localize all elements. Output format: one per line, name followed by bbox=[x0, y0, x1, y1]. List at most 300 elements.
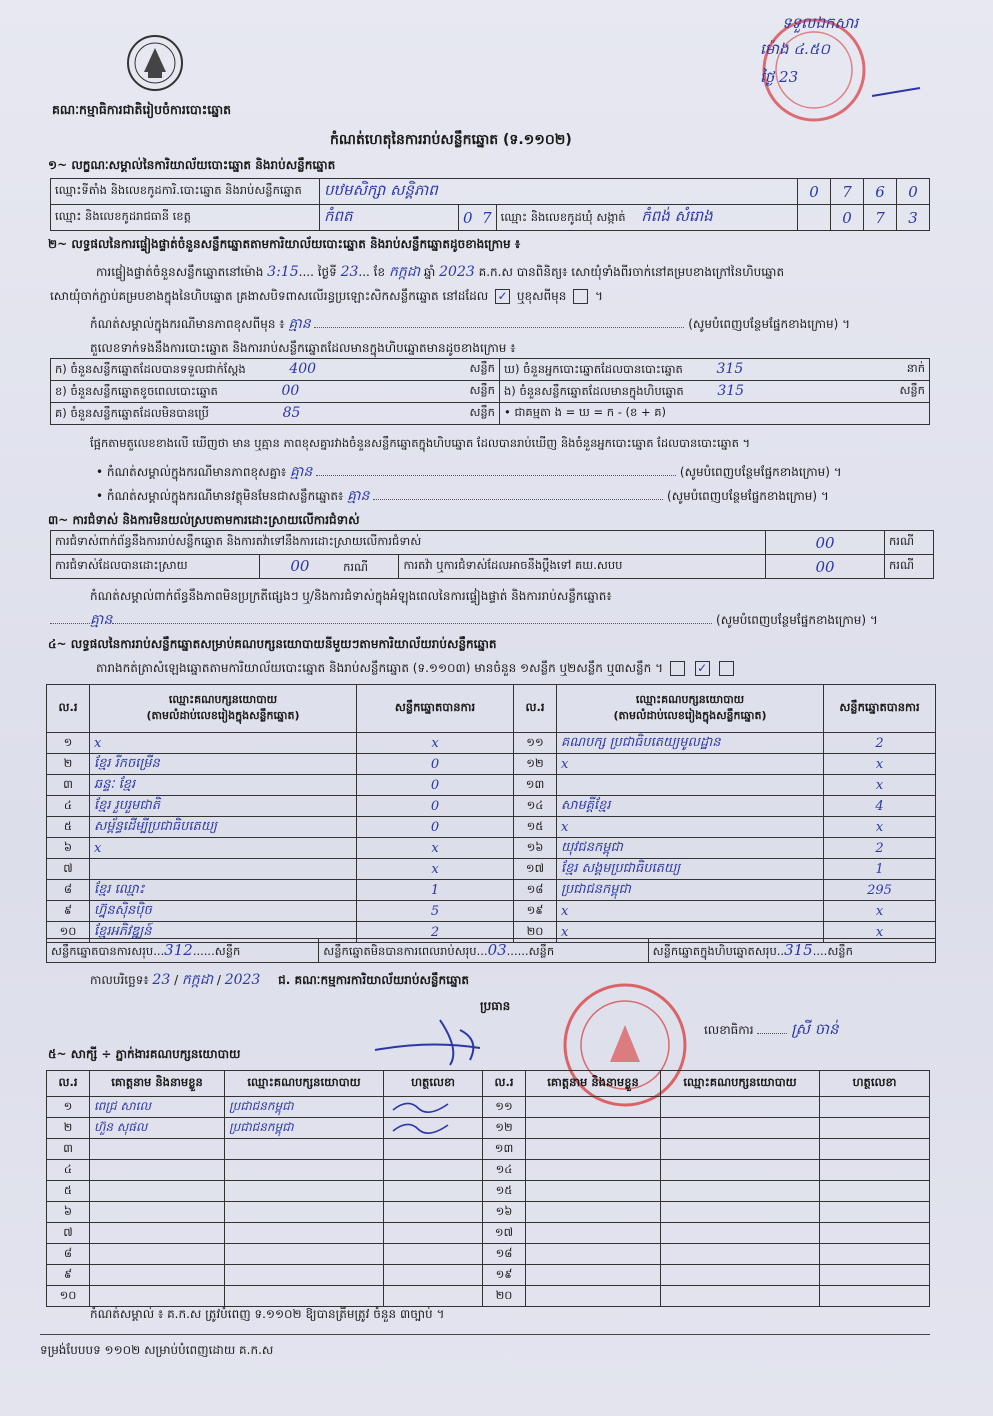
sec2-a-unit: សន្លឹក bbox=[469, 360, 495, 375]
sec2-note1-hint: (សូមបំពេញបន្ថែមផ្នែកខាងក្រោម) ។ bbox=[688, 317, 851, 331]
result-party: ខ្មែរ រីកចម្រើន bbox=[90, 754, 357, 775]
col-no-left: ល.រ bbox=[47, 685, 90, 733]
sec2-note3-dots bbox=[373, 499, 663, 500]
sec4-intro-text: តារាងកត់ត្រាសំឡេងឆ្នោតតាមការិយាល័យបោះឆ្នោត និងរាប់សន្លឹកឆ្នោត (ទ.១១០៣) មានចំនួន ១សន្លឹក ឬ២សន្លឹក ឬ៣សន្លឹក ។ bbox=[96, 661, 663, 675]
result-no: ៨ bbox=[47, 880, 90, 901]
witness-signature[interactable] bbox=[384, 1118, 483, 1139]
witness-name bbox=[526, 1160, 661, 1181]
sec2-note1 bbox=[90, 314, 850, 335]
secretary-dots bbox=[757, 1033, 787, 1034]
witness-no: ១៣ bbox=[483, 1139, 526, 1160]
witness-signature[interactable] bbox=[820, 1202, 930, 1223]
total-valid-unit: សន្លឹក bbox=[214, 943, 241, 958]
result-votes: 0 bbox=[357, 775, 514, 796]
col-votes-left: សន្លឹកឆ្នោតបានការ bbox=[357, 685, 514, 733]
different-checkbox[interactable] bbox=[573, 289, 588, 304]
result-votes: 4 bbox=[824, 796, 936, 817]
signature-scribble bbox=[388, 1119, 458, 1135]
table-row bbox=[47, 1202, 930, 1223]
sec1-r1-value: បឋមសិក្សា សន្តិភាព bbox=[320, 179, 798, 205]
table-row bbox=[47, 838, 936, 859]
witness-table bbox=[46, 1070, 930, 1307]
sec1-r2-code2-0: 0 bbox=[831, 205, 864, 231]
sec2-heading: ២~ លទ្ធផលនៃការផ្ទៀងផ្ទាត់ចំនួនសន្លឹកឆ្នោតតាមការិយាល័យបោះឆ្នោត និងរាប់សន្លឹកឆ្នោតដូចខាងក្រោម ៖ bbox=[48, 237, 521, 251]
witness-party bbox=[661, 1223, 820, 1244]
secretary-line bbox=[704, 1020, 839, 1042]
table-row bbox=[47, 880, 936, 901]
witness-no: ១៦ bbox=[483, 1202, 526, 1223]
sec3-r1-case: ករណី bbox=[885, 531, 934, 555]
witness-party: ប្រជាជនកម្ពុជា bbox=[225, 1097, 384, 1118]
sec4-intro bbox=[96, 660, 737, 678]
sec2-results-intro: តួលេខទាក់ទងនឹងការបោះឆ្នោត និងការរាប់សន្លឹកឆ្នោតដែលមានក្នុងហិបឆ្នោតមានដូចខាងក្រោម ៖ bbox=[90, 341, 516, 355]
sec2-c-value: 85 bbox=[282, 404, 301, 421]
witness-signature[interactable] bbox=[384, 1202, 483, 1223]
witness-body bbox=[47, 1097, 930, 1307]
sec1-r2-pad bbox=[798, 205, 831, 231]
sec2-intro-line2-text: សោយុំចាក់ភ្ជាប់គម្របខាងក្នុងនៃហិបឆ្នោត គ្រងាសបិទពាសលើរន្ធប្រឡោះសិកសន្លឹកឆ្នោត នៅដដែល bbox=[50, 289, 489, 303]
sec3-note-value: គ្មាន bbox=[90, 612, 113, 628]
date-day: 23 bbox=[152, 972, 171, 988]
witness-name bbox=[90, 1265, 225, 1286]
witness-name bbox=[526, 1202, 661, 1223]
w-col-sign-right: ហត្ថលេខា bbox=[820, 1071, 930, 1097]
sec2-intro-line1: ការផ្ទៀងផ្ទាត់ចំនួនសន្លឹកឆ្នោតនៅម៉ោង 3:15.... ថ្ងៃទី 23... ខែ កក្កដា ឆ្នាំ 2023 គ.ក.ស បានពិនិត្យ៖ សោយុំទាំងពីរចាក់នៅគម្របខាងក្រៅនៃហិបឆ្នោត bbox=[96, 264, 785, 280]
sec1-r2-value2: កំពង់ សំរោង bbox=[641, 206, 713, 225]
witness-no: ២ bbox=[47, 1118, 90, 1139]
sec3-r2-value2: 00 bbox=[766, 555, 885, 579]
result-no: ១០ bbox=[47, 922, 90, 943]
witness-party bbox=[225, 1139, 384, 1160]
sec2-intro-b: ថ្ងៃទី bbox=[317, 265, 337, 279]
sec2-note1-label: កំណត់សម្គាល់ក្នុងករណីមានភាពខុសពីមុន ៖ bbox=[90, 317, 285, 331]
result-party: ខ្មែរ ឈ្មោះ bbox=[90, 880, 357, 901]
result-votes: 2 bbox=[357, 922, 514, 943]
sec2-intro-c: ខែ bbox=[373, 265, 386, 279]
sec2-formula-text: ជាគម្មតា ង = ឃ = ក - (ខ + គ) bbox=[514, 405, 667, 419]
sec1-r2-code0: 0 bbox=[463, 208, 473, 227]
result-party: សាមគ្គីខ្មែរ bbox=[557, 796, 824, 817]
secretary-signature: ស្រី ចាន់ bbox=[791, 1020, 839, 1038]
witness-party bbox=[661, 1265, 820, 1286]
sec2-e-value: 315 bbox=[717, 382, 745, 399]
sec2-a-value: 400 bbox=[289, 360, 317, 377]
sec2-note2-value: គ្មាន bbox=[290, 464, 313, 480]
sec1-r2-code bbox=[459, 205, 497, 231]
result-no: ៧ bbox=[47, 859, 90, 880]
sec2-note2-label: • កំណត់សម្គាល់ក្នុងករណីមានភាពខុសគ្នា៖ bbox=[96, 465, 287, 479]
witness-signature[interactable] bbox=[384, 1244, 483, 1265]
sec5-footnote: កំណត់សម្គាល់ ៖ គ.ក.ស ត្រូវបំពេញ ទ.១១០២ ឱ្យបានត្រឹមត្រូវ ចំនួន ៣ច្បាប់ ។ bbox=[90, 1307, 445, 1321]
sec2-row-c bbox=[51, 403, 500, 425]
sec2-compare-text: ផ្អែកតាមតួលេខខាងលើ ឃើញថា មាន ឬគ្មាន ភាពខុសគ្នារវាងចំនួនសន្លឹកឆ្នោតក្នុងហិបឆ្នោត ដែលបានរាប់ឃើញ និងចំនួនអ្នកបោះឆ្នោត ដែលបានបោះឆ្នោត ។ bbox=[90, 436, 751, 450]
witness-party bbox=[661, 1139, 820, 1160]
result-votes: 1 bbox=[357, 880, 514, 901]
witness-party bbox=[661, 1202, 820, 1223]
table-row bbox=[47, 796, 936, 817]
sec2-intro-a: ការផ្ទៀងផ្ទាត់ចំនួនសន្លឹកឆ្នោតនៅម៉ោង bbox=[96, 265, 264, 279]
sec2-note3-label: • កំណត់សម្គាល់ក្នុងករណីមានវត្ថុមិនមែនជាសន្លឹកឆ្នោត៖ bbox=[96, 489, 344, 503]
result-party: ហ្វ៊ុនស៊ិនប៉ិច bbox=[90, 901, 357, 922]
sec3-note-label: កំណត់សម្គាល់ពាក់ព័ន្ធនឹងភាពមិនប្រក្រតីផ្សេងៗ ឬ/និងការជំទាស់ក្នុងអំឡុងពេលនៃការផ្ទៀងផ្ទាត់ និងការរាប់សន្លឹកឆ្នោត៖ bbox=[90, 589, 612, 603]
witness-party bbox=[661, 1181, 820, 1202]
result-party bbox=[557, 775, 824, 796]
witness-party bbox=[225, 1244, 384, 1265]
witness-name bbox=[526, 1097, 661, 1118]
sec2-note1-dots bbox=[314, 327, 684, 328]
witness-name bbox=[90, 1223, 225, 1244]
sec1-heading: ១~ លក្ខណៈសម្គាល់នៃការិយាល័យបោះឆ្នោត និងរាប់សន្លឹកឆ្នោត bbox=[48, 158, 336, 172]
sec3-note-hint: (សូមបំពេញបន្ថែមផ្នែកខាងក្រោម) ។ bbox=[716, 613, 878, 627]
col-votes-right: សន្លឹកឆ្នោតបានការ bbox=[824, 685, 936, 733]
sec3-r2-cell bbox=[260, 555, 399, 579]
sec2-note3 bbox=[96, 486, 829, 507]
sec3-r2-label2: ការតវ៉ា ឬការជំទាស់ដែលអាចនឹងប្តឹងទៅ គឃ.សបប bbox=[399, 555, 766, 579]
total-ballots: សន្លឹកឆ្នោតក្នុងហិបឆ្នោតសរុប..315....សន្លឹក bbox=[648, 939, 935, 963]
sec3-note-dots-b bbox=[112, 623, 712, 624]
total-invalid-unit: សន្លឹក bbox=[528, 943, 555, 958]
date-year: 2023 bbox=[224, 972, 261, 988]
result-party: x bbox=[557, 901, 824, 922]
total-valid: សន្លឹកឆ្នោតបានការសរុប...312......សន្លឹក bbox=[47, 939, 319, 963]
witness-name: ពេជ្រ សាលេ bbox=[90, 1097, 225, 1118]
sec3-r1-label: ការជំទាស់ពាក់ព័ន្ធនឹងការរាប់សន្លឹកឆ្នោត និងការតវ៉ាទៅនឹងការដោះស្រាយលើការជំទាស់ bbox=[51, 531, 766, 555]
date-line: កាលបរិច្ឆេទ៖ 23 / កក្កដា / 2023 ជ. គណៈកម្មការការិយាល័យរាប់សន្លឹកឆ្នោត bbox=[90, 972, 469, 988]
witness-party: ប្រជាជនកម្ពុជា bbox=[225, 1118, 384, 1139]
witness-no: ៩ bbox=[47, 1265, 90, 1286]
form-title: កំណត់ហេតុនៃការរាប់សន្លឹកឆ្នោត (ទ.១១០២) bbox=[330, 132, 572, 148]
witness-party bbox=[225, 1223, 384, 1244]
result-votes: 5 bbox=[357, 901, 514, 922]
result-no: ៥ bbox=[47, 817, 90, 838]
table-row bbox=[47, 1244, 930, 1265]
witness-signature[interactable] bbox=[384, 1160, 483, 1181]
witness-name bbox=[526, 1244, 661, 1265]
witness-party bbox=[661, 1244, 820, 1265]
result-votes: 2 bbox=[824, 838, 936, 859]
sec1-r2-value: កំពត bbox=[320, 205, 459, 231]
sec1-r1-code3: 0 bbox=[897, 179, 930, 205]
result-no: ១៧ bbox=[514, 859, 557, 880]
total-invalid-value: 03 bbox=[487, 940, 507, 959]
witness-signature[interactable] bbox=[820, 1265, 930, 1286]
sec2-c-unit: សន្លឹក bbox=[469, 404, 495, 419]
witness-signature[interactable] bbox=[384, 1139, 483, 1160]
sec3-r2-case: ករណី bbox=[343, 559, 369, 574]
stamp-line1: ទទួលឯកសារ bbox=[782, 14, 859, 32]
sec1-r2-code2-1: 7 bbox=[864, 205, 897, 231]
sec2-d-label: ឃ) ចំនួនអ្នកបោះឆ្នោតដែលបានបោះឆ្នោត bbox=[504, 361, 683, 376]
result-party: x bbox=[90, 733, 357, 754]
witness-signature[interactable] bbox=[384, 1265, 483, 1286]
table-row bbox=[47, 1097, 930, 1118]
result-party: គណបក្ស ប្រជាធិបតេយ្យមូលដ្ឋាន bbox=[557, 733, 824, 754]
sec2-note2-hint: (សូមបំពេញបន្ថែមផ្នែកខាងក្រោម) ។ bbox=[679, 465, 842, 479]
col-party-left-title: ឈ្មោះគណបក្សនយោបាយ bbox=[168, 692, 278, 706]
stamp-line3: ថ្ងៃ 23 bbox=[760, 68, 799, 86]
result-votes: 0 bbox=[357, 754, 514, 775]
col-no-right: ល.រ bbox=[514, 685, 557, 733]
col-party-right bbox=[557, 685, 824, 733]
sec1-r2-label2-text: ឈ្មោះ និងលេខកូដឃុំ សង្កាត់ bbox=[500, 209, 626, 224]
witness-signature[interactable] bbox=[820, 1097, 930, 1118]
sec4-heading: ៤~ លទ្ធផលនៃការរាប់សន្លឹកឆ្នោតសម្រាប់គណបក្សនយោបាយនីមួយៗតាមការិយាល័យរាប់សន្លឹកឆ្នោត bbox=[48, 637, 497, 651]
witness-party bbox=[225, 1181, 384, 1202]
results-table bbox=[46, 684, 936, 943]
witness-signature[interactable] bbox=[820, 1118, 930, 1139]
result-party: ខ្មែរអភិវឌ្ឍន៍ bbox=[90, 922, 357, 943]
table-row bbox=[47, 1181, 930, 1202]
result-party: x bbox=[557, 754, 824, 775]
footer-text: ទម្រង់បែបបទ ១១០២ សម្រាប់បំពេញដោយ គ.ក.ស bbox=[40, 1343, 274, 1357]
col-party-left-sub: (តាមលំដាប់លេខរៀងក្នុងសន្លឹកឆ្នោត) bbox=[146, 708, 300, 722]
sec1-r1-label: ឈ្មោះទីតាំង និងលេខកូដការិ.បោះឆ្នោត និងរាប់សន្លឹកឆ្នោត bbox=[51, 179, 320, 205]
table-row bbox=[47, 1118, 930, 1139]
sec1-r2-code2-2: 3 bbox=[897, 205, 930, 231]
witness-no: ១៥ bbox=[483, 1181, 526, 1202]
total-ballots-value: 315 bbox=[784, 940, 813, 959]
table-row bbox=[47, 901, 936, 922]
result-no: ១៣ bbox=[514, 775, 557, 796]
table-row bbox=[47, 1286, 930, 1307]
witness-signature[interactable] bbox=[820, 1181, 930, 1202]
result-no: ១៥ bbox=[514, 817, 557, 838]
org-name: គណៈកម្មាធិការជាតិរៀបចំការបោះឆ្នោត bbox=[52, 102, 232, 117]
sec5-heading: ៥~ សាក្សី ÷ ភ្នាក់ងារគណបក្សនយោបាយ bbox=[48, 1047, 241, 1061]
result-votes: 2 bbox=[824, 733, 936, 754]
sec1-r1-code2: 6 bbox=[864, 179, 897, 205]
witness-no: ១៨ bbox=[483, 1244, 526, 1265]
sec2-formula: • ជាគម្មតា ង = ឃ = ក - (ខ + គ) bbox=[500, 403, 930, 425]
witness-signature[interactable] bbox=[384, 1223, 483, 1244]
secretary-label: លេខាធិការ bbox=[704, 1023, 754, 1037]
witness-name: ហ៊ួន សុផល bbox=[90, 1118, 225, 1139]
sec2-note1-value: គ្មាន bbox=[288, 316, 311, 332]
sec2-b-label: ខ) ចំនួនសន្លឹកឆ្នោតខូចពេលបោះឆ្នោត bbox=[55, 383, 218, 398]
sec2-intro-line2: សោយុំចាក់ភ្ជាប់គម្របខាងក្នុងនៃហិបឆ្នោត គ្រងាសបិទពាសលើរន្ធប្រឡោះសិកសន្លឹកឆ្នោត នៅដដែល ✓ ឬខុសពីមុន ។ bbox=[50, 289, 603, 303]
result-votes: x bbox=[824, 754, 936, 775]
three-sheet-checkbox[interactable] bbox=[719, 661, 734, 676]
sec3-note-dots-a bbox=[50, 623, 90, 624]
total-ballots-label: សន្លឹកឆ្នោតក្នុងហិបឆ្នោតសរុប bbox=[652, 943, 777, 958]
sec3-note bbox=[50, 610, 878, 631]
result-no: ១២ bbox=[514, 754, 557, 775]
table-row bbox=[47, 1223, 930, 1244]
chair-signature bbox=[370, 1010, 570, 1070]
sec3-table bbox=[50, 530, 934, 579]
result-no: ២០ bbox=[514, 922, 557, 943]
witness-name bbox=[526, 1139, 661, 1160]
result-no: ៦ bbox=[47, 838, 90, 859]
witness-no: ៤ bbox=[47, 1160, 90, 1181]
witness-no: ១៤ bbox=[483, 1160, 526, 1181]
result-no: ៩ bbox=[47, 901, 90, 922]
table-row bbox=[47, 1139, 930, 1160]
sec1-r2-code1: 7 bbox=[482, 208, 492, 227]
one-sheet-checkbox[interactable] bbox=[670, 661, 685, 676]
sec2-note2 bbox=[96, 462, 842, 483]
witness-signature[interactable] bbox=[384, 1097, 483, 1118]
table-row bbox=[47, 733, 936, 754]
witness-no: ៣ bbox=[47, 1139, 90, 1160]
witness-name bbox=[90, 1160, 225, 1181]
witness-name bbox=[526, 1181, 661, 1202]
witness-no: ៨ bbox=[47, 1244, 90, 1265]
sec2-row-a bbox=[51, 359, 500, 381]
total-invalid: សន្លឹកឆ្នោតមិនបានការពេលរាប់សរុប...03......សន្លឹក bbox=[319, 939, 648, 963]
witness-party bbox=[661, 1286, 820, 1307]
witness-signature[interactable] bbox=[820, 1139, 930, 1160]
witness-no: ៥ bbox=[47, 1181, 90, 1202]
result-votes: 0 bbox=[357, 796, 514, 817]
same-checkbox[interactable]: ✓ bbox=[495, 289, 510, 304]
w-col-no-left: ល.រ bbox=[47, 1071, 90, 1097]
sec3-r2-case2: ករណី bbox=[885, 555, 934, 579]
sec2-row-d bbox=[500, 359, 930, 381]
result-votes: x bbox=[357, 838, 514, 859]
witness-signature[interactable] bbox=[820, 1244, 930, 1265]
date-label: កាលបរិច្ឆេទ៖ bbox=[90, 973, 149, 987]
sec2-intro-d: ឆ្នាំ bbox=[423, 265, 436, 279]
sec2-d-value: 315 bbox=[716, 360, 744, 377]
result-party: x bbox=[557, 922, 824, 943]
table-row bbox=[47, 817, 936, 838]
result-votes: 0 bbox=[357, 817, 514, 838]
w-col-no-right: ល.រ bbox=[483, 1071, 526, 1097]
results-body bbox=[47, 733, 936, 943]
sec1-r1-code1: 7 bbox=[831, 179, 864, 205]
result-party: x bbox=[557, 817, 824, 838]
result-votes: x bbox=[357, 859, 514, 880]
result-party: សម្ព័ន្ធដើម្បីប្រជាធិបតេយ្យ bbox=[90, 817, 357, 838]
witness-party bbox=[225, 1202, 384, 1223]
sec2-e-unit: សន្លឹក bbox=[899, 382, 925, 397]
sec2-intro-e: គ.ក.ស បានពិនិត្យ៖ សោយុំទាំងពីរចាក់នៅគម្របខាងក្រៅនៃហិបឆ្នោត bbox=[478, 265, 785, 279]
witness-no: ១៩ bbox=[483, 1265, 526, 1286]
sec2-month: កក្កដា bbox=[388, 264, 421, 280]
sec1-r2-label: ឈ្មោះ និងលេខកូដរាជធានី ខេត្ត bbox=[51, 205, 320, 231]
witness-signature[interactable] bbox=[820, 1286, 930, 1307]
witness-name bbox=[90, 1202, 225, 1223]
two-sheet-checkbox[interactable]: ✓ bbox=[695, 661, 710, 676]
witness-party bbox=[225, 1265, 384, 1286]
sec2-d-unit: នាក់ bbox=[906, 360, 925, 375]
sec2-b-value: 00 bbox=[281, 382, 300, 399]
witness-name bbox=[526, 1286, 661, 1307]
col-party-left bbox=[90, 685, 357, 733]
sec3-r1-value: 00 bbox=[766, 531, 885, 555]
sec2-year: 2023 bbox=[439, 264, 475, 280]
result-votes: x bbox=[357, 733, 514, 754]
result-no: ៤ bbox=[47, 796, 90, 817]
result-votes: 1 bbox=[824, 859, 936, 880]
witness-no: ៦ bbox=[47, 1202, 90, 1223]
witness-no: ៧ bbox=[47, 1223, 90, 1244]
sec2-note3-hint: (សូមបំពេញបន្ថែមផ្នែកខាងក្រោម) ។ bbox=[667, 489, 829, 503]
witness-signature[interactable] bbox=[820, 1160, 930, 1181]
result-no: ១៨ bbox=[514, 880, 557, 901]
table-row bbox=[47, 859, 936, 880]
sec3-heading: ៣~ ការជំទាស់ និងការមិនយល់ស្របតាមការដោះស្រាយលើការជំទាស់ bbox=[48, 513, 360, 527]
sec2-opt-yes: ឬខុសពីមុន bbox=[516, 289, 567, 303]
table-row bbox=[47, 754, 936, 775]
witness-party bbox=[225, 1160, 384, 1181]
signature-scribble bbox=[388, 1098, 458, 1114]
total-valid-value: 312 bbox=[164, 940, 193, 959]
w-col-name-left: គោត្តនាម និងនាមខ្លួន bbox=[90, 1071, 225, 1097]
totals-table bbox=[46, 938, 936, 963]
witness-no: ១០ bbox=[47, 1286, 90, 1307]
witness-party bbox=[661, 1118, 820, 1139]
witness-no: ១២ bbox=[483, 1118, 526, 1139]
sec2-compare bbox=[90, 436, 750, 453]
result-party: ខ្មែរ សង្គមប្រជាធិបតេយ្យ bbox=[557, 859, 824, 880]
witness-party bbox=[225, 1286, 384, 1307]
sec2-note3-value: គ្មាន bbox=[347, 488, 370, 504]
date-month: កក្កដា bbox=[181, 972, 214, 988]
sec2-day: 23 bbox=[340, 264, 359, 280]
w-col-party-left: ឈ្មោះគណបក្សនយោបាយ bbox=[225, 1071, 384, 1097]
result-no: ២ bbox=[47, 754, 90, 775]
result-no: ១៤ bbox=[514, 796, 557, 817]
result-votes: x bbox=[824, 922, 936, 943]
result-no: ៣ bbox=[47, 775, 90, 796]
sec2-results-table bbox=[50, 358, 930, 425]
w-col-name-right: គោត្តនាម និងនាមខ្លួន bbox=[526, 1071, 661, 1097]
table-row bbox=[47, 1160, 930, 1181]
stamp-line2: ម៉ោង ៤.៥០ bbox=[760, 40, 830, 58]
result-votes: 295 bbox=[824, 880, 936, 901]
witness-name bbox=[90, 1139, 225, 1160]
sec2-row-b bbox=[51, 381, 500, 403]
result-no: ១ bbox=[47, 733, 90, 754]
witness-name bbox=[90, 1244, 225, 1265]
sec2-time: 3:15 bbox=[267, 264, 299, 280]
result-votes: x bbox=[824, 817, 936, 838]
total-valid-label: សន្លឹកឆ្នោតបានការសរុប bbox=[51, 943, 154, 958]
result-no: ១៩ bbox=[514, 901, 557, 922]
total-ballots-unit: សន្លឹក bbox=[827, 943, 853, 958]
committee-label: ជ. គណៈកម្មការការិយាល័យរាប់សន្លឹកឆ្នោត bbox=[278, 973, 469, 987]
col-party-right-sub: (តាមលំដាប់លេខរៀងក្នុងសន្លឹកឆ្នោត) bbox=[613, 708, 767, 722]
w-col-party-right: ឈ្មោះគណបក្សនយោបាយ bbox=[661, 1071, 820, 1097]
witness-name bbox=[526, 1265, 661, 1286]
result-party: យុវជនកម្ពុជា bbox=[557, 838, 824, 859]
witness-signature[interactable] bbox=[384, 1181, 483, 1202]
sec2-note2-dots bbox=[316, 475, 676, 476]
witness-signature[interactable] bbox=[384, 1286, 483, 1307]
col-party-right-title: ឈ្មោះគណបក្សនយោបាយ bbox=[635, 692, 745, 706]
witness-party bbox=[661, 1160, 820, 1181]
witness-name bbox=[90, 1286, 225, 1307]
witness-name bbox=[90, 1181, 225, 1202]
table-row bbox=[47, 1265, 930, 1286]
w-col-sign-left: ហត្ថលេខា bbox=[384, 1071, 483, 1097]
witness-signature[interactable] bbox=[820, 1223, 930, 1244]
result-no: ១៦ bbox=[514, 838, 557, 859]
witness-name bbox=[526, 1223, 661, 1244]
witness-name bbox=[526, 1118, 661, 1139]
witness-no: ១ bbox=[47, 1097, 90, 1118]
witness-party bbox=[661, 1097, 820, 1118]
sec1-table bbox=[50, 178, 930, 231]
footer-divider bbox=[40, 1334, 930, 1335]
result-no: ១១ bbox=[514, 733, 557, 754]
result-party: ខ្មែរ រួបរួមជាតិ bbox=[90, 796, 357, 817]
table-row bbox=[47, 775, 936, 796]
result-party: ប្រជាជនកម្ពុជា bbox=[557, 880, 824, 901]
result-party bbox=[90, 859, 357, 880]
